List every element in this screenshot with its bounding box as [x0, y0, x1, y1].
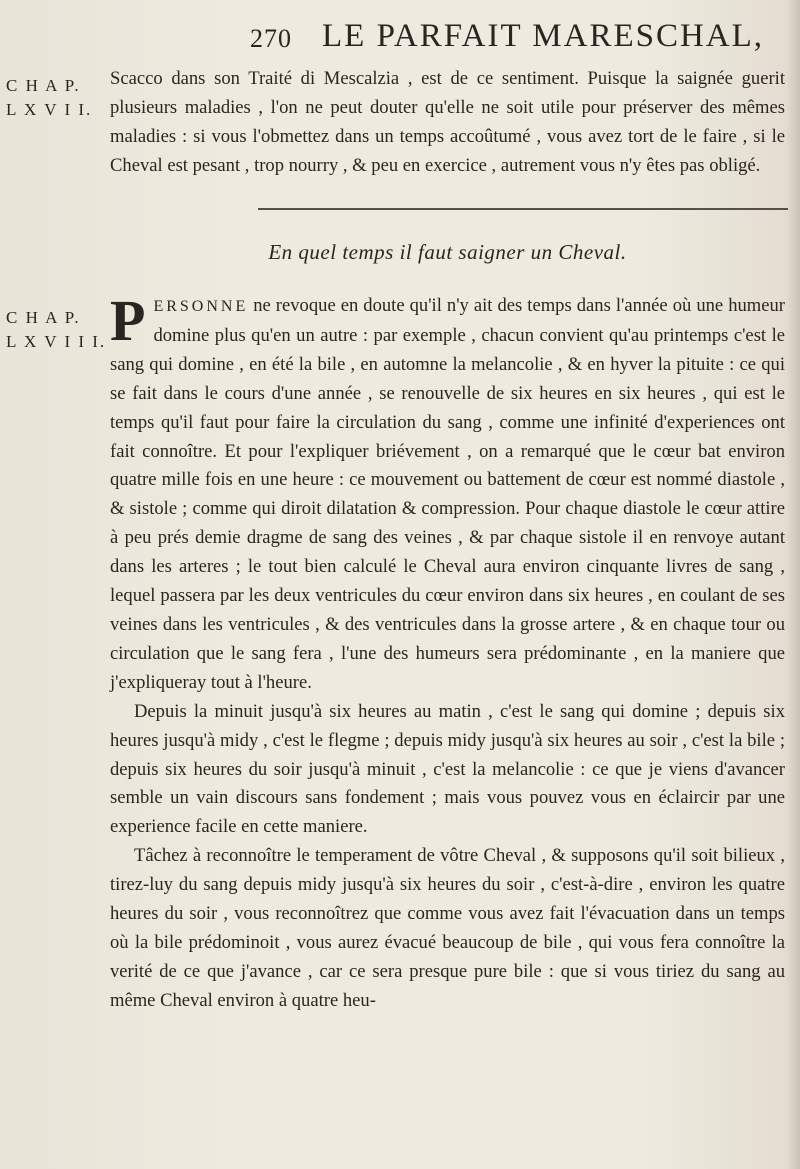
running-title: LE PARFAIT MARESCHAL, [322, 18, 765, 54]
page-number: 270 [250, 24, 292, 53]
margin-note-line: C H A P. [6, 308, 81, 327]
drop-cap: P [110, 288, 146, 353]
section-divider-rule [258, 208, 788, 210]
margin-note-line: C H A P. [6, 76, 81, 95]
body-paragraph-1-text: ne revoque en doute qu'il n'y ait des temps dans l'année où une humeur domine plus qu'en un autre : par exemple , chacun convient qu'au printemps c'est le sang qui domine , en été la bile , en automne la melancolie , & en hyver la pituite : ce qui se fait dans le cours d'une année , se renouvelle de six heures en six heures , qui est le temps qu'il faut pour faire la circulation du sang , comme une infinité d'experiences ont fait connoître. Et pour l'expliquer briévement , on a remarqué que le cœur bat environ quatre mille fois en une heure : ce mouvement ou battement de cœur est nommé diastole , & sistole ; comme qui diroit dilatation & compression. Pour chaque diastole le cœur attire à peu prés demie dragme de sang des veines , & par chaque sistole il en renvoye autant dans les arteres ; le tout bien calculé le Cheval aura environ cinquante livres de sang , lequel passera par les deux ventricules du cœur environ dans six heures , en coulant de ses veines dans les ventricules , & des ventricules dans la grosse artere , & en chaque tour ou circulation que le sang fera , l'une des humeurs sera prédominante , en la maniere que j'expliqueray tout à l'heure. [110, 295, 785, 693]
running-head [0, 18, 800, 68]
body-paragraph-2: Depuis la minuit jusqu'à six heures au matin , c'est le sang qui domine ; depuis six heures jusqu'à midy , c'est le flegme ; depuis midy jusqu'à six heures au soir , c'est la bile ; depuis six heures du soir jusqu'à minuit , c'est la melancolie : ce que je viens d'avancer semble un vain discours sans fondement ; mais vous pouvez vous en éclaircir par une experience facile en cette maniere. [110, 700, 785, 838]
section-title: En quel temps il faut saigner un Cheval. [268, 240, 627, 264]
opening-word-smallcaps: ERSONNE [153, 298, 249, 315]
page-edge-shadow [786, 0, 800, 1169]
margin-note-chapter-67 [6, 74, 92, 122]
body-paragraph-3: Tâchez à reconnoître le temperament de vôtre Cheval , & supposons qu'il soit bilieux , tirez-luy du sang depuis midy jusqu'à six heures du soir , c'est-à-dire , environ les quatre heures du soir , vous reconnoîtrez que comme vous avez fait l'évacuation dans un temps où la bile prédominoit , vous aurez évacué beaucoup de bile , qui vous fera connoître la verité de ce que j'avance , car ce sera presque pure bile : que si vous tiriez du sang au même Cheval environ à quatre heu- [110, 845, 785, 1011]
margin-note-chapter-68 [6, 306, 106, 354]
chapter-body [110, 288, 785, 1016]
intro-paragraph-block [110, 64, 785, 180]
intro-paragraph: Scacco dans son Traité di Mescalzia , est de ce sentiment. Puisque la saignée guerit plusieurs maladies , l'on ne peut douter qu'elle ne soit utile pour préserver des mêmes maladies : si vous l'obmettez dans un temps accoûtumé , vous avez tort de le faire , si le Cheval est pesant , trop nourry , & peu en exercice , autrement vous n'y êtes pas obligé. [110, 68, 785, 176]
body-paragraph-1 [110, 288, 785, 698]
margin-note-line: L X V I I. [6, 100, 93, 119]
margin-note-line: L X V I I I. [6, 332, 107, 351]
